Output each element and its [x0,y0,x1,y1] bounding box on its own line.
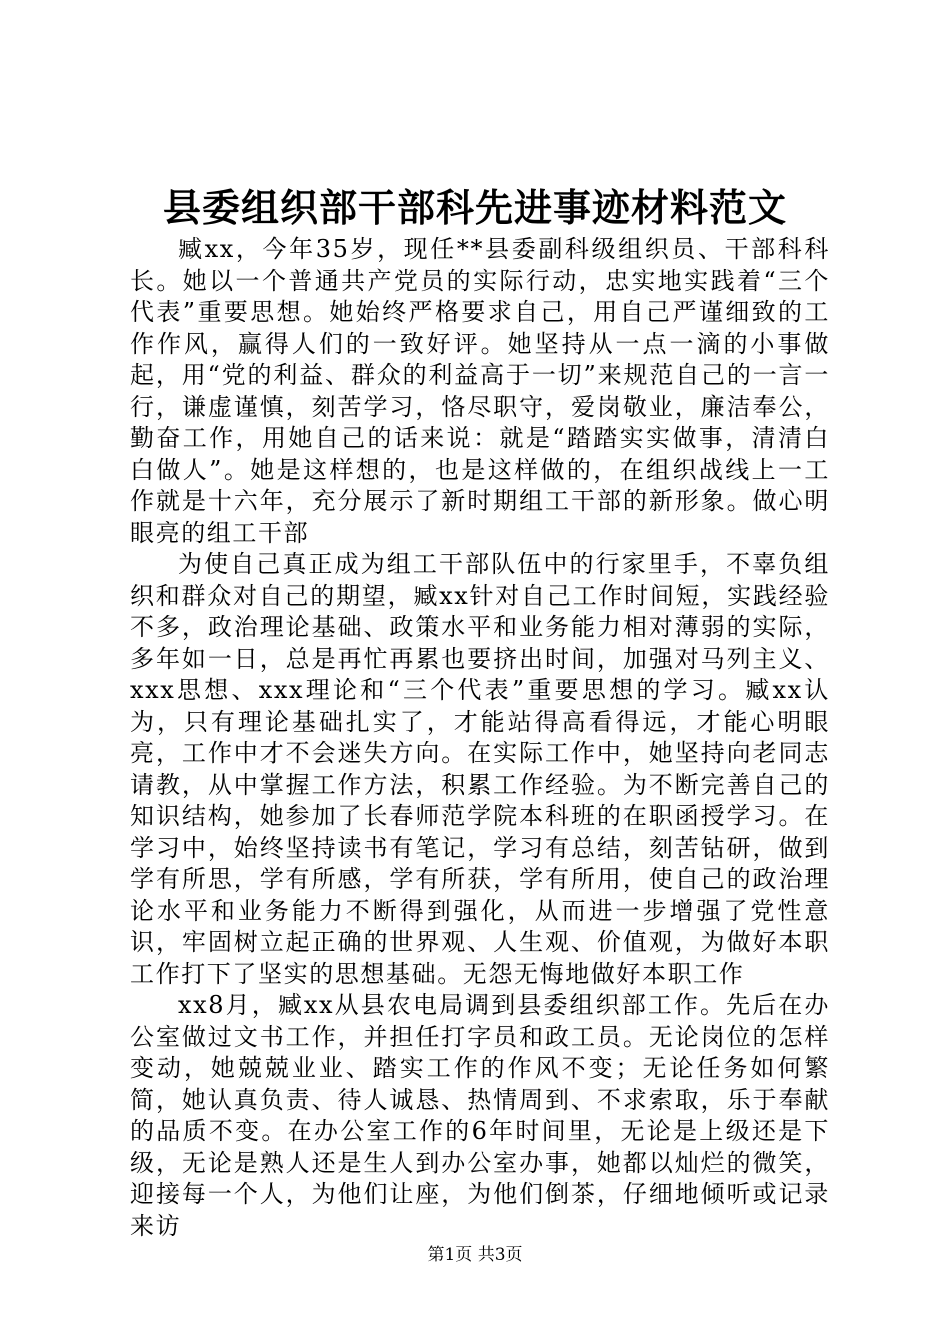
document-body [130,234,830,1242]
paragraph-3: xx8月，臧xx从县农电局调到县委组织部工作。先后在办公室做过文书工作，并担任打字员和政工员。无论岗位的怎样变动，她兢兢业业、踏实工作的作风不变；无论任务如何繁简，她认真负责、待人诚恳、热情周到、不求索取，乐于奉献的品质不变。在办公室工作的6年时间里，无论是上级还是下级，无论是熟人还是生人到办公室办事，她都以灿烂的微笑，迎接每一个人，为他们让座，为他们倒茶，仔细地倾听或记录来访 [130,991,830,1240]
document-title: 县委组织部干部科先进事迹材料范文 [162,185,787,230]
paragraph-2: 为使自己真正成为组工干部队伍中的行家里手，不辜负组织和群众对自己的期望，臧xx针对自己工作时间短，实践经验不多，政治理论基础、政策水平和业务能力相对薄弱的实际，多年如一日，总是再忙再累也要挤出时间，加强对马列主义、xxx思想、xxx理论和“三个代表”重要思想的学习。臧xx认为，只有理论基础扎实了，才能站得高看得远，才能心明眼亮，工作中才不会迷失方向。在实际工作中，她坚持向老同志请教，从中掌握工作方法，积累工作经验。为不断完善自己的知识结构，她参加了长春师范学院本科班的在职函授学习。在学习中，始终坚持读书有笔记，学习有总结，刻苦钻研，做到学有所思，学有所感，学有所获，学有所用，使自己的政治理论水平和业务能力不断得到强化，从而进一步增强了党性意识，牢固树立起正确的世界观、人生观、价值观，为做好本职工作打下了坚实的思想基础。无怨无悔地做好本职工作 [130,550,830,988]
paragraph-1: 臧xx，今年35岁，现任**县委副科级组织员、干部科科长。她以一个普通共产党员的实际行动，忠实地实践着“三个代表”重要思想。她始终严格要求自己，用自己严谨细致的工作作风，赢得人们的一致好评。她坚持从一点一滴的小事做起，用“党的利益、群众的利益高于一切”来规范自己的一言一行，谦虚谨慎，刻苦学习，恪尽职守，爱岗敬业，廉洁奉公，勤奋工作，用她自己的话来说：就是“踏踏实实做事，清清白白做人”。她是这样想的，也是这样做的，在组织战线上一工作就是十六年，充分展示了新时期组工干部的新形象。做心明眼亮的组工干部 [130,235,830,547]
page-number-footer: 第1页 共3页 [427,1245,523,1265]
